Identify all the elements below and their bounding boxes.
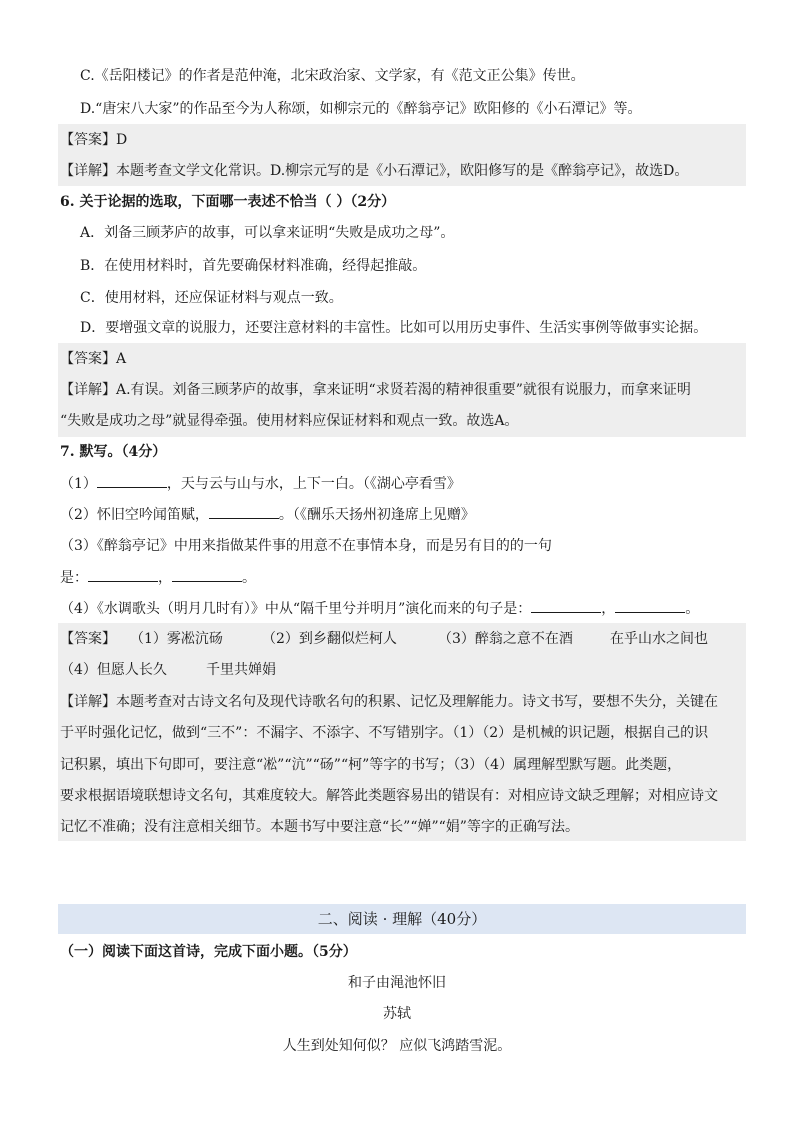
q7-item4: [60, 598, 699, 619]
q7-answer-4b: 千里共婵娟: [206, 662, 276, 678]
q7-item4-comma: ，: [601, 601, 616, 617]
q7-blank-4a[interactable]: [531, 598, 601, 613]
q6-option-a: A．刘备三顾茅庐的故事，可以拿来证明“失败是成功之母”。: [80, 225, 455, 241]
q6-explain-line1: 【详解】A.有误。刘备三顾茅庐的故事，拿来证明“求贤若渴的精神很重要”就很有说服力，而拿来证明: [60, 382, 691, 398]
q7-explain-line4: 要求根据语境联想诗文名句，其难度较大。解答此类题容易出的错误有：对相应诗文缺乏理解；对相应诗文: [60, 788, 718, 804]
q7-answer-2: （2）到乡翻似烂柯人: [262, 631, 397, 647]
q6-explain-line2: “失败是成功之母”就显得牵强。使用材料应保证材料和观点一致。故选A。: [60, 413, 519, 429]
q7-item3-comma: ，: [158, 570, 172, 586]
q7-blank-1[interactable]: [97, 473, 167, 488]
poem-title: 和子由渑池怀旧: [348, 975, 446, 991]
q7-item1-prefix: （1）: [60, 476, 97, 492]
q7-explain-line2: 于平时强化记忆，做到“三不”：不漏字、不添字、不写错别字。（1）（2）是机械的识记题，根据自己的识: [60, 725, 709, 741]
q7-item3-line1: （3）《醉翁亭记》中用来指做某件事的用意不在事情本身，而是另有目的的一句: [60, 538, 552, 554]
q7-blank-4b[interactable]: [615, 598, 685, 613]
q7-explain-line1: 【详解】本题考查对古诗文名句及现代诗歌名句的积累、记忆及理解能力。诗文书写，要想不失分，关键在: [60, 694, 718, 710]
q7-item4-period: 。: [685, 601, 700, 617]
q7-item3-line2: [60, 567, 256, 588]
poem-line-1: 人生到处知何似？ 应似飞鸿踏雪泥。: [282, 1038, 512, 1054]
q5-option-c: C.《岳阳楼记》的作者是范仲淹，北宋政治家、文学家，有《范文正公集》传世。: [80, 68, 585, 84]
q7-item2-prefix: （2）怀旧空吟闻笛赋，: [60, 507, 209, 523]
q6-option-c: C．使用材料，还应保证材料与观点一致。: [80, 290, 343, 306]
q7-item1: [60, 473, 461, 494]
q5-explain: 【详解】本题考查文学文化常识。D.柳宗元写的是《小石潭记》，欧阳修写的是《醉翁亭记》，故选D。: [60, 163, 689, 179]
q6-stem: 6. 关于论据的选取，下面哪一表述不恰当（ ）（2分）: [60, 194, 396, 210]
q7-explain-line5: 记忆不准确；没有注意相关细节。本题书写中要注意“长”“婵”“娟”等字的正确写法。: [60, 819, 579, 835]
poem-author: 苏轼: [383, 1006, 411, 1022]
q7-answer-4a: （4）但愿人长久: [60, 662, 167, 678]
q7-item4-prefix: （4）《水调歌头（明月几时有）》中从“隔千里兮并明月”演化而来的句子是：: [60, 601, 532, 617]
q5-option-d: D.“唐宋八大家”的作品至今为人称颂，如柳宗元的《醉翁亭记》欧阳修的《小石潭记》等。: [80, 101, 642, 117]
q7-answer-1: （1）雾凇沆砀: [130, 631, 223, 647]
q7-stem: 7. 默写。（4分）: [60, 444, 167, 460]
q7-item1-suffix: ，天与云与山与水，上下一白。（《湖心亭看雪》: [166, 476, 461, 492]
q7-blank-3a[interactable]: [88, 567, 158, 582]
q7-answer-3a: （3）醉翁之意不在酒: [438, 631, 573, 647]
q6-answer: 【答案】A: [60, 351, 127, 367]
q7-explain-line3: 记积累，填出下句即可，要注意“凇”“沆”“砀”“柯”等字的书写；（3）（4）属理解型默写题。此类题，: [60, 757, 682, 773]
q7-item2: [60, 504, 475, 525]
q6-option-d: D．要增强文章的说服力，还要注意材料的丰富性。比如可以用历史事件、生活实事例等做事实论据。: [80, 320, 708, 336]
section-subtitle: （一）阅读下面这首诗，完成下面小题。（5分）: [60, 944, 357, 960]
q7-answer-3b: 在乎山水之间也: [610, 631, 708, 647]
q7-item3-prefix: 是：: [60, 570, 88, 586]
q7-blank-3b[interactable]: [172, 567, 242, 582]
section-title: 二、阅读 · 理解（40分）: [317, 910, 487, 928]
q7-item2-suffix: 。（《酬乐天扬州初逢席上见赠》: [278, 507, 475, 523]
q7-item3-period: 。: [242, 570, 256, 586]
q5-answer: 【答案】D: [60, 132, 128, 148]
q7-answer-label: 【答案】: [60, 631, 116, 647]
q6-option-b: B．在使用材料时，首先要确保材料准确，经得起推敲。: [80, 258, 427, 274]
q7-blank-2[interactable]: [209, 504, 279, 519]
